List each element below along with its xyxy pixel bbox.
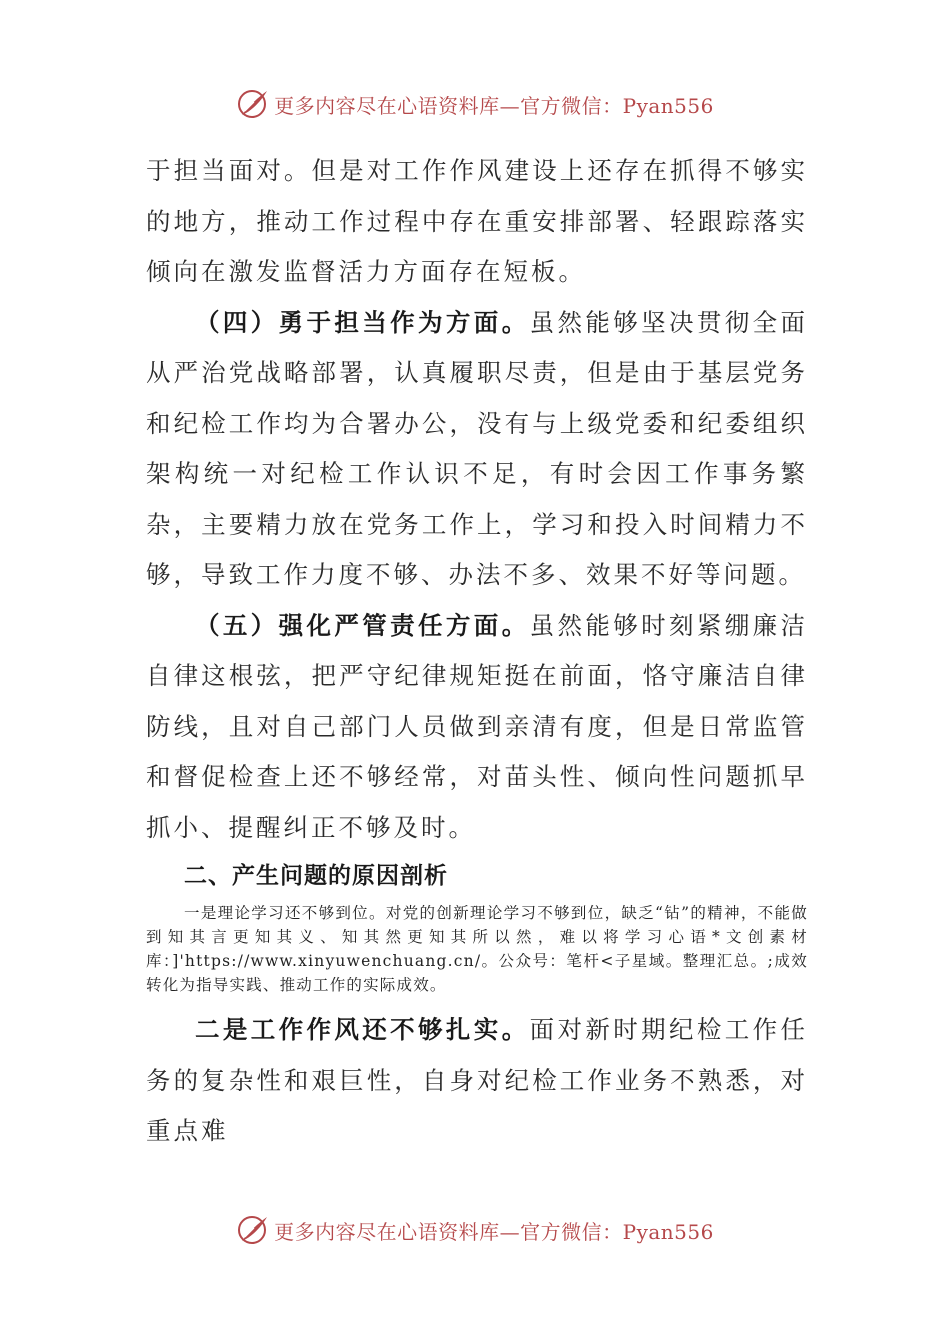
- quill-logo-icon: [236, 1213, 270, 1247]
- section-heading: 二、产生问题的原因剖析: [184, 862, 448, 889]
- page-footer: [0, 1210, 950, 1250]
- paragraph-item-two: [146, 1005, 808, 1157]
- paragraph-continued: 于担当面对。但是对工作作风建设上还存在抓得不够实的地方，推动工作过程中存在重安排部署、轻跟踪落实倾向在激发监督活力方面存在短板。: [146, 156, 808, 286]
- paragraph-section-four: [146, 298, 808, 601]
- paragraph-small-text: 一是理论学习还不够到位。对党的创新理论学习不够到位，缺乏“钻”的精神，不能做到知其言更知其义、知其然更知其所以然，难以将学习心语*文创素材库：]'https://www.xinyuwenchuang.cn/。公众号：笔杆<子星域。整理汇总。;成效转化为指导实践、推动工作的实际成效。: [146, 904, 808, 994]
- section-four-text: 虽然能够坚决贯彻全面从严治党战略部署，认真履职尽责，但是由于基层党务和纪检工作均为合署办公，没有与上级党委和纪委组织架构统一对纪检工作认识不足，有时会因工作事务繁杂，主要精力放在党务工作上，学习和投入时间精力不够，导致工作力度不够、办法不多、效果不好等问题。: [146, 307, 809, 589]
- section-five-title: （五）强化严管责任方面。: [195, 610, 530, 640]
- header-text: 更多内容尽在心语资料库—官方微信：Pyan556: [274, 93, 714, 118]
- item-two-title: 二是工作作风还不够扎实。: [195, 1015, 530, 1044]
- item-two-text: 面对新时期纪检工作任务的复杂性和艰巨性，自身对纪检工作业务不熟悉，对重点难: [146, 1015, 809, 1145]
- section-five-text: 虽然能够时刻紧绷廉洁自律这根弦，把严守纪律规矩挺在前面，恪守廉洁自律防线，且对自己部门人员做到亲清有度，但是日常监管和督促检查上还不够经常，对苗头性、倾向性问题抓早抓小、提醒纠正不够及时。: [146, 610, 809, 842]
- document-body: [146, 146, 808, 1157]
- section-four-title: （四）勇于担当作为方面。: [195, 307, 530, 337]
- page-header: [0, 84, 950, 124]
- paragraph-section-five: [146, 601, 808, 854]
- footer-text: 更多内容尽在心语资料库—官方微信：Pyan556: [274, 1219, 714, 1244]
- quill-logo-icon: [236, 87, 270, 121]
